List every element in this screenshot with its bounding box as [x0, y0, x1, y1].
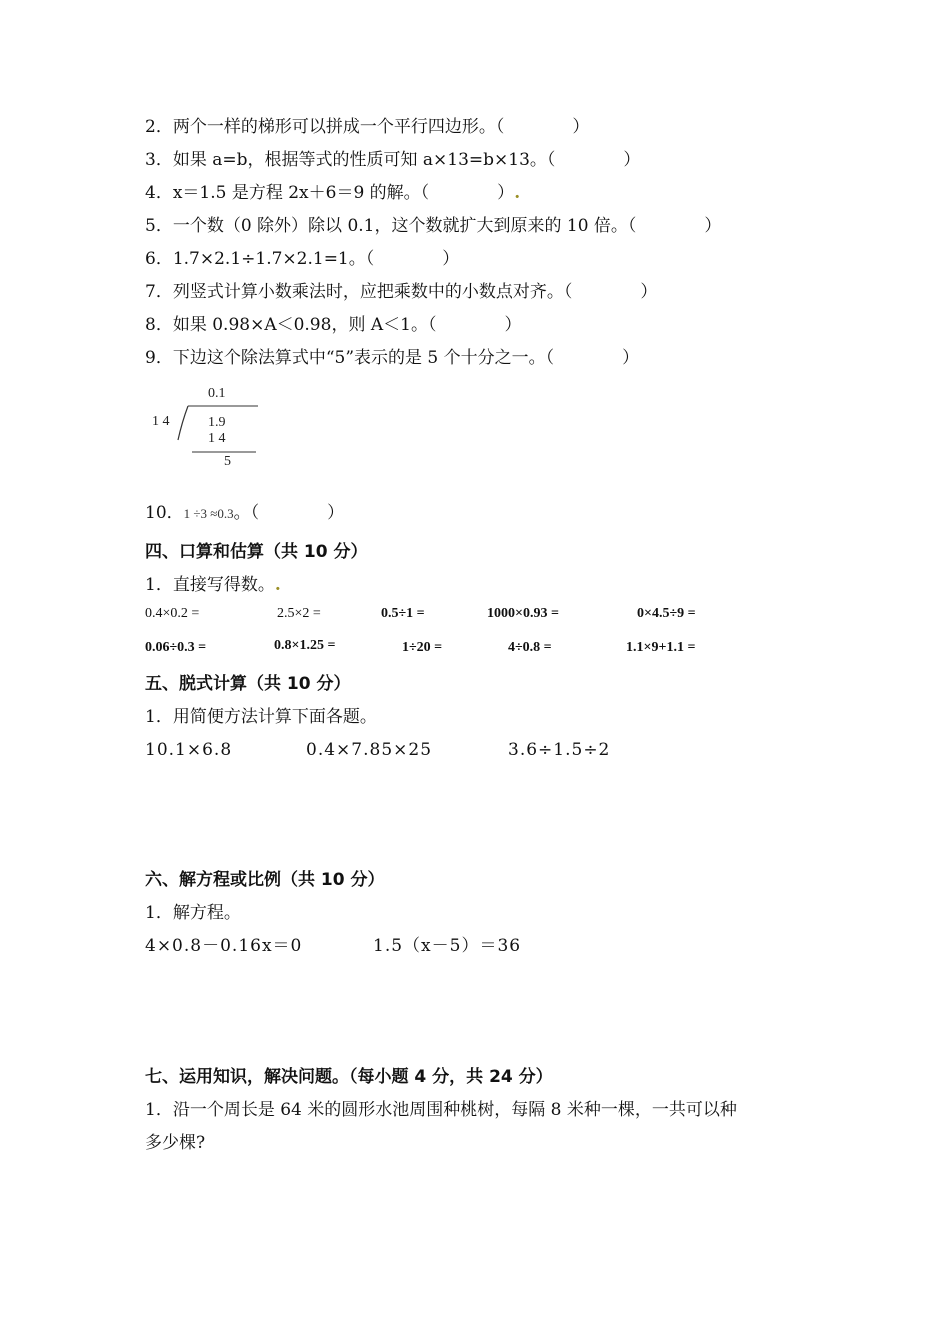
mental-calc-1-2: 2.5×2 = [277, 606, 321, 621]
section-6-subtitle: 1．解方程。 [145, 903, 241, 923]
divisor: 1 4 [152, 414, 170, 429]
quotient: 0.1 [208, 386, 226, 401]
question-2: 2．两个一样的梯形可以拼成一个平行四边形。（ ） [145, 117, 590, 137]
mental-calc-1-1: 0.4×0.2 = [145, 606, 200, 621]
section-4-subtitle [145, 573, 281, 597]
question-4-dot: . [514, 183, 521, 203]
mental-calc-2-5: 1.1×9+1.1 = [626, 640, 696, 655]
section-4-subtitle-text: 1．直接写得数。 [145, 575, 275, 595]
mental-calc-2-3: 1÷20 = [402, 640, 443, 655]
problem-1-line-1: 1．沿一个周长是 64 米的圆形水池周围种桃树，每隔 8 米种一棵，一共可以种 [145, 1100, 737, 1120]
long-division-figure [148, 384, 268, 476]
section-4-subtitle-dot: . [274, 575, 281, 595]
section-7-title: 七、运用知识，解决问题。（每小题 4 分，共 24 分） [145, 1067, 553, 1087]
question-4 [145, 181, 520, 205]
section-5-title: 五、脱式计算（共 10 分） [145, 674, 351, 694]
simplify-item-2: 0.4×7.85×25 [306, 740, 433, 760]
section-5-subtitle: 1．用简便方法计算下面各题。 [145, 707, 377, 727]
mental-calc-1-4: 1000×0.93 = [487, 606, 559, 621]
section-4-title: 四、口算和估算（共 10 分） [145, 542, 368, 562]
simplify-item-1: 10.1×6.8 [145, 740, 233, 760]
mental-calc-1-3: 0.5÷1 = [381, 606, 425, 621]
product: 1 4 [208, 431, 226, 446]
question-7: 7．列竖式计算小数乘法时，应把乘数中的小数点对齐。（ ） [145, 282, 658, 302]
section-6-title: 六、解方程或比例（共 10 分） [145, 870, 385, 890]
equation-1: 4×0.8－0.16x＝0 [145, 936, 303, 956]
question-3: 3．如果 a=b，根据等式的性质可知 a×13=b×13。（ ） [145, 150, 641, 170]
question-5: 5．一个数（0 除外）除以 0.1，这个数就扩大到原来的 10 倍。（ ） [145, 216, 722, 236]
question-10-suffix: 。（ ） [233, 503, 345, 523]
question-4-text: 4．x＝1.5 是方程 2x＋6＝9 的解。（ ） [145, 183, 515, 203]
remainder: 5 [224, 454, 231, 469]
mental-calc-1-5: 0×4.5÷9 = [637, 606, 696, 621]
dividend: 1.9 [208, 415, 226, 430]
simplify-item-3: 3.6÷1.5÷2 [508, 740, 611, 760]
question-8: 8．如果 0.98×A＜0.98，则 A＜1。（ ） [145, 315, 522, 335]
mental-calc-2-1: 0.06÷0.3 = [145, 640, 207, 655]
question-10 [145, 501, 344, 526]
question-10-prefix: 10． [145, 503, 184, 523]
question-6: 6．1.7×2.1÷1.7×2.1=1。（ ） [145, 249, 460, 269]
problem-1-line-2: 多少棵? [145, 1133, 206, 1153]
equation-2: 1.5（x－5）＝36 [373, 936, 522, 956]
question-9: 9．下边这个除法算式中“5”表示的是 5 个十分之一。（ ） [145, 348, 640, 368]
division-bracket [178, 406, 188, 440]
mental-calc-2-2: 0.8×1.25 = [274, 638, 336, 653]
mental-calc-2-4: 4÷0.8 = [508, 640, 552, 655]
question-10-expression: 1 ÷3 ≈0.3 [183, 506, 234, 521]
